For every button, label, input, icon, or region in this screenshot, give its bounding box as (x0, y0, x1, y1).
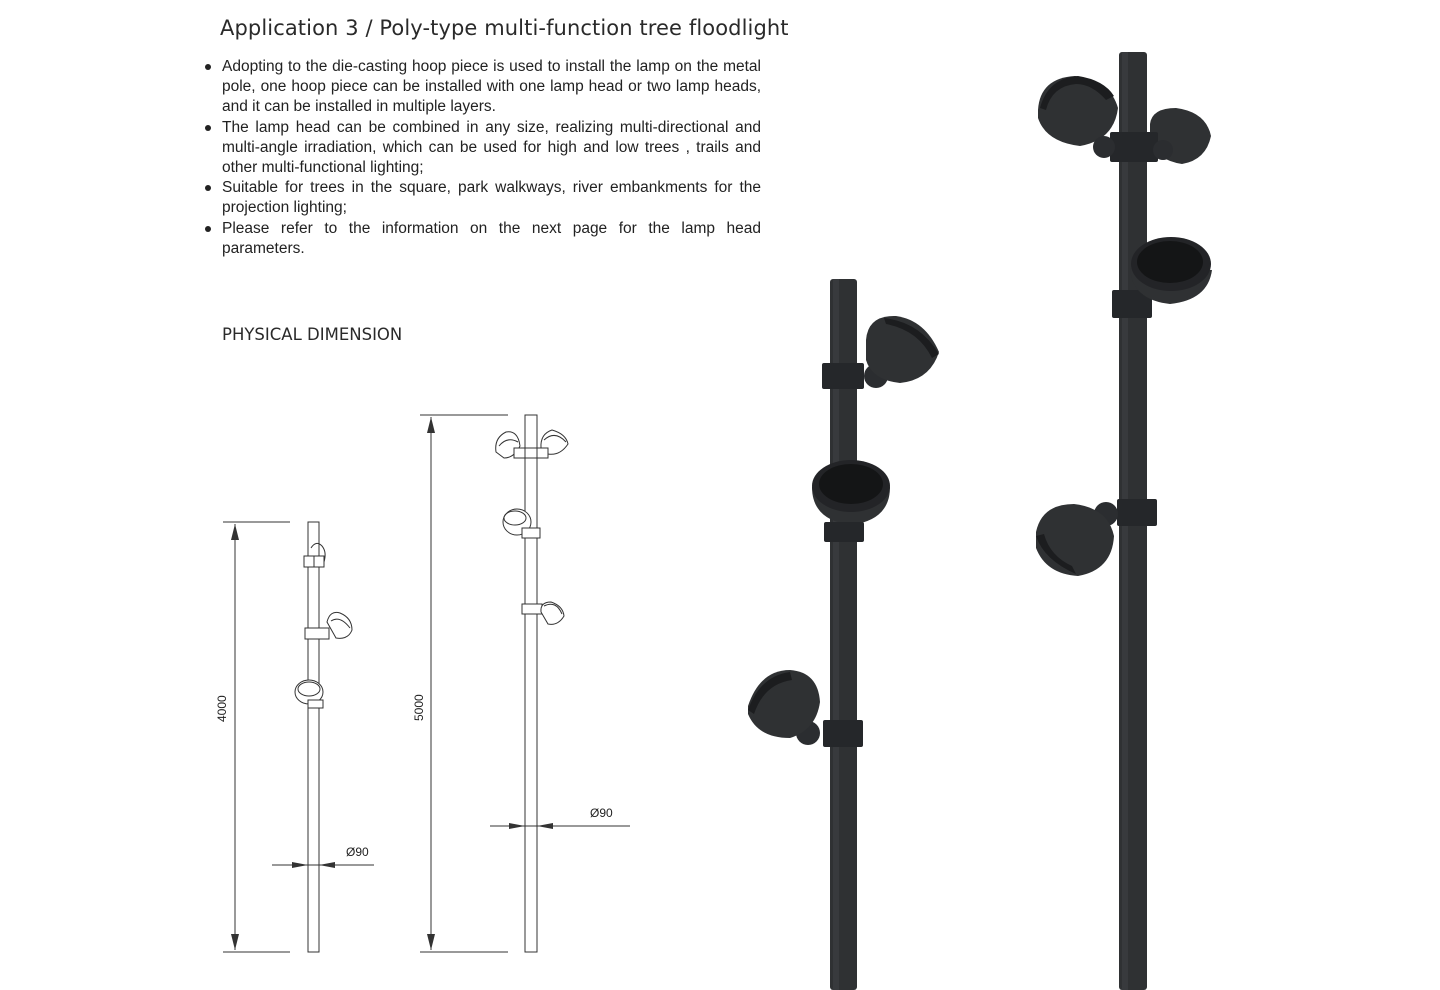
height-label-b: 5000 (412, 694, 426, 721)
page-title: Application 3 / Poly-type multi-function tree floodlight (220, 16, 789, 40)
hoop-clamp-icon (522, 604, 542, 614)
hoop-clamp-icon (522, 528, 540, 538)
hoop-clamp-icon (1110, 132, 1158, 162)
drawing-b (420, 415, 630, 952)
diameter-label-b: Ø90 (590, 806, 613, 820)
pole-outline (525, 415, 537, 952)
floodlight-head-icon (295, 680, 323, 708)
pole-outline (308, 522, 319, 952)
floodlight-head-icon (812, 460, 890, 542)
product-render-tall (1036, 52, 1212, 990)
hoop-clamp-icon (305, 628, 329, 639)
height-label-a: 4000 (215, 695, 229, 722)
feature-item: Adopting to the die-casting hoop piece is used to install the lamp on the metal pole, one hoop piece can be installed with one lamp head or two lamp heads, and it can be installed in multiple layers. (204, 57, 761, 118)
section-heading: PHYSICAL DIMENSION (222, 325, 403, 344)
hoop-clamp-icon (1117, 499, 1157, 526)
hoop-clamp-icon (514, 448, 548, 458)
drawing-a (223, 522, 374, 952)
diameter-label-a: Ø90 (346, 845, 369, 859)
hoop-clamp-icon (824, 522, 864, 542)
feature-item: The lamp head can be combined in any size, realizing multi-directional and multi-angle irradiation, which can be used for high and low trees , trails and other multi-functional lighting; (204, 118, 761, 179)
hoop-clamp-icon (308, 700, 323, 708)
feature-item: Please refer to the information on the next page for the lamp head parameters. (204, 219, 761, 259)
hoop-clamp-icon (823, 720, 863, 747)
feature-item: Suitable for trees in the square, park walkways, river embankments for the projection lighting; (204, 178, 761, 218)
product-render-short (748, 279, 939, 990)
hoop-clamp-icon (822, 363, 864, 389)
